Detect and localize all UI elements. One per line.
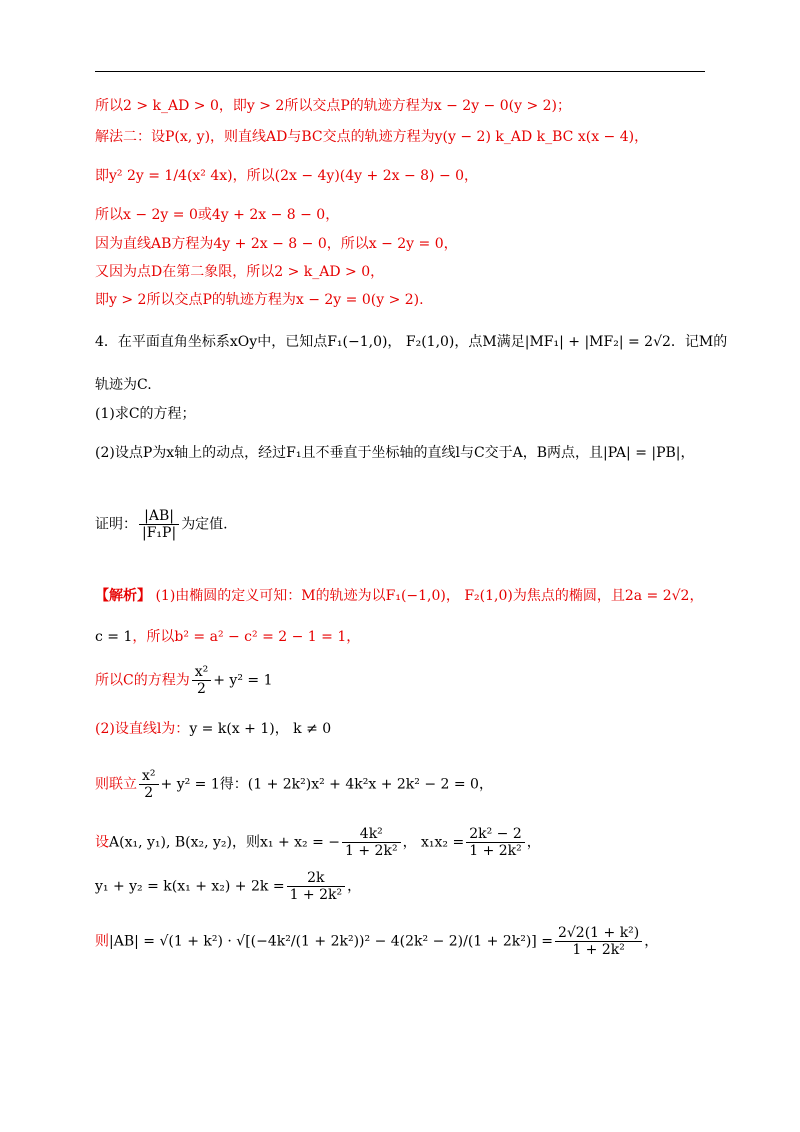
then-label: 则 [95, 933, 109, 950]
y-sum-fraction [287, 870, 346, 903]
ellipse-equation-tail: + y² = 1 [213, 672, 273, 689]
frac-den: 1 + 2k² [572, 942, 625, 958]
y-sum: y₁ + y₂ = k(x₁ + x₂) + 2k = [95, 878, 285, 895]
x-squared-over-2-b [139, 768, 159, 801]
x-squared-over-2 [192, 664, 212, 697]
vieta-product-label: ， x₁x₂ = [402, 834, 465, 851]
header-rule [95, 71, 705, 72]
comma: ， [347, 878, 362, 895]
prev-solution-line-6: 又因为点D在第二象限，所以2 > k_AD > 0， [95, 264, 385, 280]
prove-label: 证明： [95, 516, 137, 533]
prev-solution-line-2: 解法二：设P(x, y)，则直线AD与BC交点的轨迹方程为y(y − 2) k_AD k_BC x(x − 4)， [95, 129, 649, 145]
frac-den: 1 + 2k² [469, 843, 522, 859]
product-fraction [466, 826, 525, 859]
ratio-fraction [139, 508, 179, 541]
let-intro: 设 [95, 834, 109, 851]
solution-line-4 [95, 719, 331, 739]
prev-solution-line-4: 所以x − 2y = 0或4y + 2x − 8 − 0， [95, 207, 340, 223]
solution-line-5 [95, 768, 493, 801]
quadratic-equation: + y² = 1得：(1 + 2k²)x² + 4k²x + 2k² − 2 = 0， [160, 776, 493, 793]
problem-line-2: 轨迹为C. [95, 377, 152, 393]
frac-num: x² [139, 768, 159, 785]
ratio-numerator: |AB| [139, 508, 179, 525]
line-l-equation: y = k(x + 1)， k ≠ 0 [189, 721, 332, 737]
solution-line-7 [95, 870, 361, 903]
prev-solution-line-7: 即y > 2所以交点P的轨迹方程为x − 2y = 0(y > 2). [95, 292, 424, 308]
analysis-tag: 【解析】 [95, 588, 151, 604]
solution-line-8 [95, 925, 658, 958]
frac-num: x² [192, 664, 212, 681]
problem-line-4: (2)设点P为x轴上的动点，经过F₁且不垂直于坐标轴的直线l与C交于A，B两点，且|PA| = |PB|， [95, 445, 695, 461]
sum-fraction [342, 826, 401, 859]
ab-result-fraction [555, 925, 642, 958]
solution-part1-text: (1)由椭圆的定义可知：M的轨迹为以F₁(−1,0)， F₂(1,0)为焦点的椭圆，且2a = 2√2， [155, 588, 704, 604]
ratio-denominator: |F₁P| [142, 525, 177, 541]
comma: ， [644, 933, 659, 950]
solution-line-2 [95, 627, 360, 647]
comma: ， [526, 834, 541, 851]
ab-length-formula: |AB| = √(1 + k²) · √[(−4k²/(1 + 2k²))² − 4(2k² − 2)/(1 + 2k²)] = [109, 933, 553, 950]
prev-solution-line-5: 因为直线AB方程为4y + 2x − 8 − 0，所以x − 2y = 0， [95, 236, 458, 252]
frac-den: 1 + 2k² [345, 843, 398, 859]
frac-num: 4k² [342, 826, 401, 843]
vieta-sum: A(x₁, y₁), B(x₂, y₂)，则x₁ + x₂ = − [109, 834, 341, 851]
solution-line-1 [95, 586, 703, 606]
frac-den: 1 + 2k² [289, 887, 343, 903]
frac-num: 2k [287, 870, 346, 887]
prev-solution-line-1: 所以2 > k_AD > 0，即y > 2所以交点P的轨迹方程为x − 2y − 0(y > 2)； [95, 98, 572, 114]
b-squared-text: ，所以b² = a² − c² = 2 − 1 = 1， [132, 629, 361, 645]
prove-suffix: 为定值. [181, 516, 228, 533]
equation-intro: 所以C的方程为 [95, 672, 190, 689]
solution-line-6 [95, 826, 541, 859]
prev-solution-line-3: 即y² 2y = 1/4(x² 4x)，所以(2x − 4y)(4y + 2x − 8) − 0， [95, 168, 479, 184]
frac-den: 2 [144, 785, 154, 801]
problem-line-3: (1)求C的方程； [95, 406, 196, 422]
problem-line-5 [95, 508, 228, 541]
c-value: c = 1 [95, 629, 133, 645]
line-l-intro: (2)设直线l为： [95, 721, 190, 737]
problem-line-1: 4．在平面直角坐标系xOy中，已知点F₁(−1,0)， F₂(1,0)，点M满足|MF₁| + |MF₂| = 2√2．记M的 [95, 334, 728, 350]
combine-intro: 则联立 [95, 776, 137, 793]
frac-den: 2 [197, 681, 206, 697]
frac-num: 2k² − 2 [466, 826, 525, 843]
frac-num: 2√2(1 + k²) [555, 925, 642, 942]
solution-line-3 [95, 664, 272, 697]
